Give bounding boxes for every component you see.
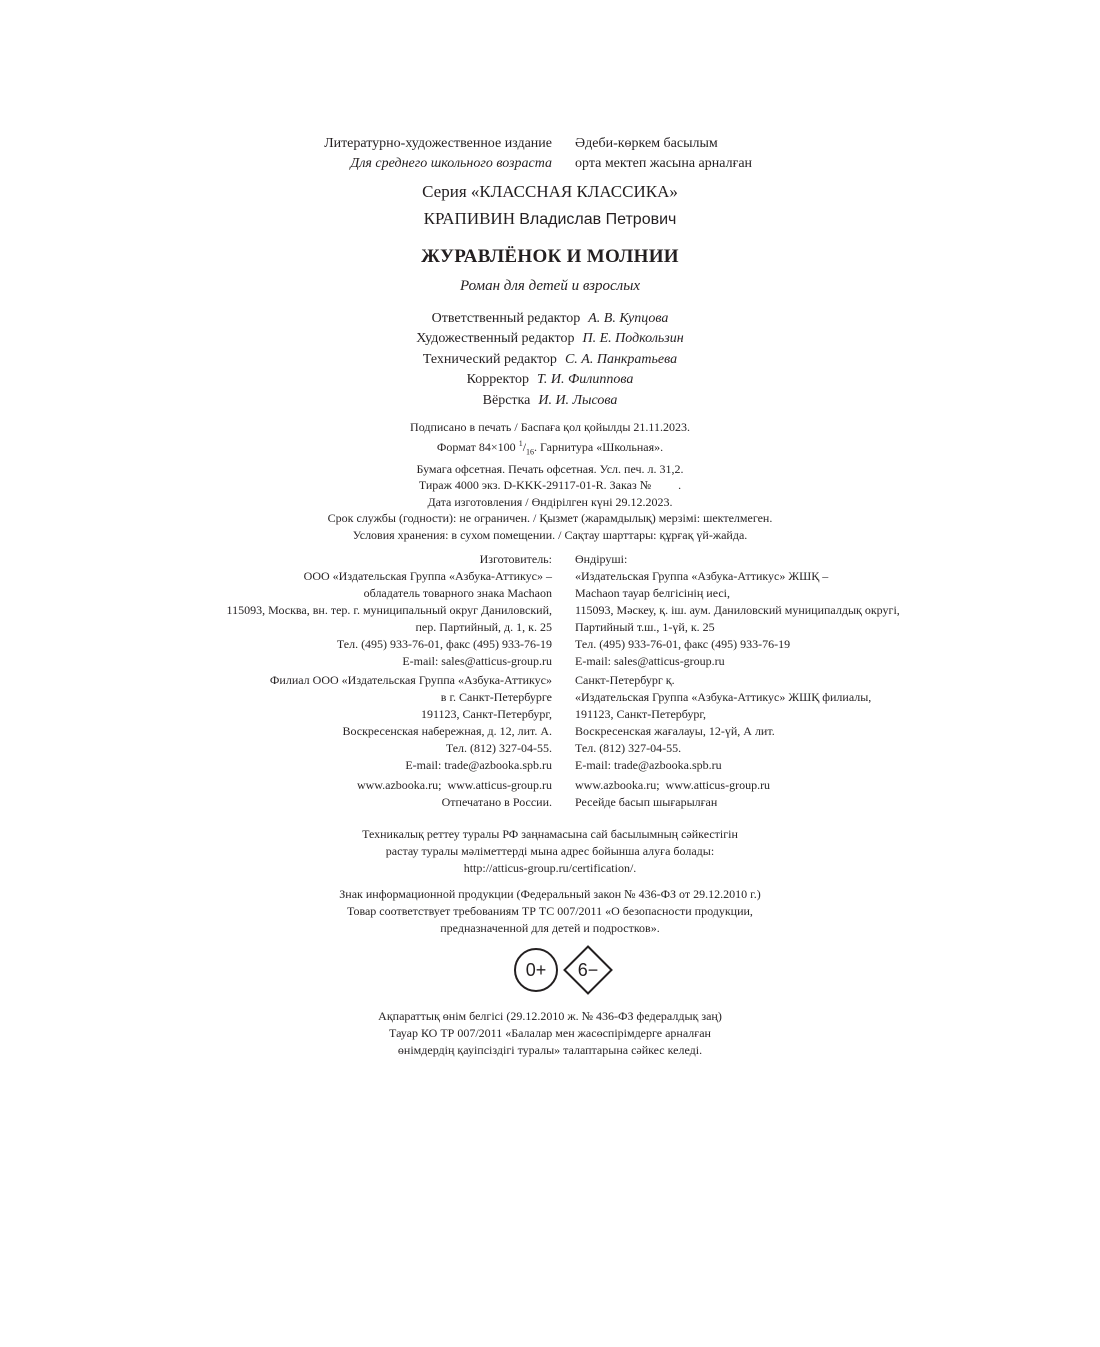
author-given-names: Владислав Петрович [519, 211, 677, 228]
author-name [0, 208, 1100, 231]
branch-kz-line: «Издательская Группа «Азбука-Аттикус» ЖШҚ филиалы, [575, 690, 872, 704]
print-run: Тираж 4000 экз. D-KKK-29117-01-R. Заказ № . [418, 478, 682, 493]
law-ru-line: Товар соответствует требованиям ТР ТС 007/2011 «О безопасности продукции, [347, 904, 753, 918]
manufacturer-kz-line: Machaon тауар белгісінің иесі, [575, 586, 730, 600]
credit-role: Вёрстка [482, 392, 531, 408]
branch-ru-line: Воскресенская набережная, д. 12, лит. А. [342, 724, 552, 738]
manufacturer-block [0, 551, 1100, 670]
credit-role: Корректор [466, 372, 530, 388]
credit-person: И. И. Лысова [538, 392, 618, 408]
law-ru-line: предназначенной для детей и подростков». [440, 921, 660, 935]
manufacturer-ru-line: обладатель товарного знака Machaon [363, 586, 552, 600]
paper-line: Бумага офсетная. Печать офсетная. Усл. печ. л. 31,2. [416, 461, 684, 476]
author-surname: КРАПИВИН [423, 209, 515, 228]
manufacturer-ru-line: Тел. (495) 933-76-01, факс (495) 933-76-19 [336, 637, 552, 651]
credit-person: С. А. Панкратьева [564, 351, 678, 367]
age-diamond-icon [563, 945, 613, 995]
law-kz-line: өнімдердің қауіпсіздігі туралы» талаптарына сәйкес келеді. [397, 1043, 703, 1057]
credit-row [0, 391, 1100, 411]
certification-line: растау туралы мәліметтерді мына адрес бойынша алуға болады: [385, 844, 715, 858]
branch-ru-line: Тел. (812) 327-04-55. [445, 741, 552, 755]
service-life: Срок службы (годности): не ограничен. / Қызмет (жарамдылық) мерзімі: шектелмеген. [327, 511, 773, 526]
credits-list [0, 309, 1100, 411]
format-denominator: 16 [526, 446, 535, 456]
branch-ru-line: 191123, Санкт-Петербург, [421, 707, 552, 721]
imprint-block [0, 419, 1100, 544]
signed-date: Подписано в печать / Баспаға қол қойылды 21.11.2023. [410, 420, 690, 434]
book-subtitle: Роман для детей и взрослых [459, 278, 641, 294]
age-diamond-label: 6− [577, 959, 599, 980]
storage-conditions: Условия хранения: в сухом помещении. / Сақтау шарттары: құрғақ үй-жайда. [352, 527, 748, 542]
age-circle-icon: 0+ [514, 948, 558, 992]
credit-row [0, 370, 1100, 390]
credit-row [0, 329, 1100, 349]
credit-role: Технический редактор [422, 351, 557, 367]
websites-kz: www.azbooka.ru; www.atticus-group.ru [575, 778, 771, 792]
manufacturer-kz-email: E-mail: sales@atticus-group.ru [575, 654, 725, 668]
edition-type-ru: Литературно-художественное издание [324, 136, 552, 151]
branch-ru-line: в г. Санкт-Петербурге [440, 690, 552, 704]
branch-block [0, 672, 1100, 774]
manufacturer-ru-line: ООО «Издательская Группа «Азбука-Аттикус» – [303, 569, 552, 583]
typeface-text: . Гарнитура «Школьная». [534, 439, 664, 454]
age-group-ru: Для среднего школьного возраста [350, 156, 552, 171]
manufacturer-ru-email: E-mail: sales@atticus-group.ru [402, 654, 552, 668]
format-line [0, 436, 1100, 461]
web-block [0, 777, 1100, 811]
manufacturer-kz-line: Өндіруші: [575, 552, 628, 566]
printed-in-ru: Отпечатано в России. [441, 795, 552, 809]
credit-row [0, 350, 1100, 370]
credit-role: Художественный редактор [416, 331, 575, 347]
manufacturer-ru-line: 115093, Москва, вн. тер. г. муниципальный округ Даниловский, [226, 603, 552, 617]
age-rating-badges [511, 945, 616, 997]
branch-kz-line: Санкт-Петербург қ. [575, 673, 675, 687]
manufacturer-kz-line: «Издательская Группа «Азбука-Аттикус» ЖШҚ – [575, 569, 829, 583]
credit-role: Ответственный редактор [431, 311, 581, 326]
manufacturer-kz-line: 115093, Мәскеу, қ. іш. аум. Даниловский муниципалдық округі, [575, 603, 900, 617]
law-kz-line: Ақпараттық өнім белгісі (29.12.2010 ж. № 436-ФЗ федералдық заң) [378, 1009, 722, 1023]
manufacturer-kz-line: Партийный т.ш., 1-үй, к. 25 [575, 620, 715, 634]
certification-note [0, 826, 1100, 877]
format-numerator: 1 [518, 438, 523, 448]
branch-kz-line: Воскресенская жағалауы, 12-үй, А лит. [575, 724, 775, 738]
law-note-ru [0, 886, 1100, 937]
branch-ru-line: Филиал ООО «Издательская Группа «Азбука-Аттикус» [269, 673, 552, 687]
age-group-kz: орта мектеп жасына арналған [575, 156, 753, 171]
branch-kz-line: 191123, Санкт-Петербург, [575, 707, 706, 721]
law-kz-line: Тауар КО ТР 007/2011 «Балалар мен жасөспірімдерге арналған [389, 1026, 711, 1040]
branch-kz-line: Тел. (812) 327-04-55. [575, 741, 682, 755]
edition-type-kz: Әдеби-көркем басылым [575, 136, 718, 151]
credit-row [0, 309, 1100, 329]
credit-person: Т. И. Филиппова [537, 372, 634, 388]
edition-type-block [0, 134, 1100, 174]
websites-ru: www.azbooka.ru; www.atticus-group.ru [356, 778, 552, 792]
certification-line: Техникалық реттеу туралы РФ заңнамасына сай басылымның сәйкестігін [362, 827, 738, 841]
manufacturer-ru-line: пер. Партийный, д. 1, к. 25 [415, 620, 552, 634]
book-title: ЖУРАВЛЁНОК И МОЛНИИ [421, 246, 679, 267]
credit-person: П. Е. Подкользин [582, 331, 684, 347]
branch-ru-email: E-mail: trade@azbooka.spb.ru [405, 758, 552, 772]
format-slash: / [522, 439, 527, 454]
printed-in-kz: Ресейде басып шығарылған [575, 795, 718, 809]
law-ru-line: Знак информационной продукции (Федеральный закон № 436-ФЗ от 29.12.2010 г.) [339, 887, 761, 901]
series-name: Серия «КЛАССНАЯ КЛАССИКА» [422, 182, 678, 201]
manufacturer-kz-line: Тел. (495) 933-76-01, факс (495) 933-76-19 [575, 637, 791, 651]
format-text: Формат 84×100 [436, 439, 516, 454]
law-note-kz [0, 1008, 1100, 1059]
manufacturer-ru-line: Изготовитель: [479, 552, 552, 566]
certification-url: http://atticus-group.ru/certification/. [463, 861, 637, 875]
branch-kz-email: E-mail: trade@azbooka.spb.ru [575, 758, 722, 772]
credit-person: А. В. Купцова [588, 311, 669, 326]
manufacture-date: Дата изготовления / Өндірілген күні 29.12.2023. [427, 494, 673, 509]
